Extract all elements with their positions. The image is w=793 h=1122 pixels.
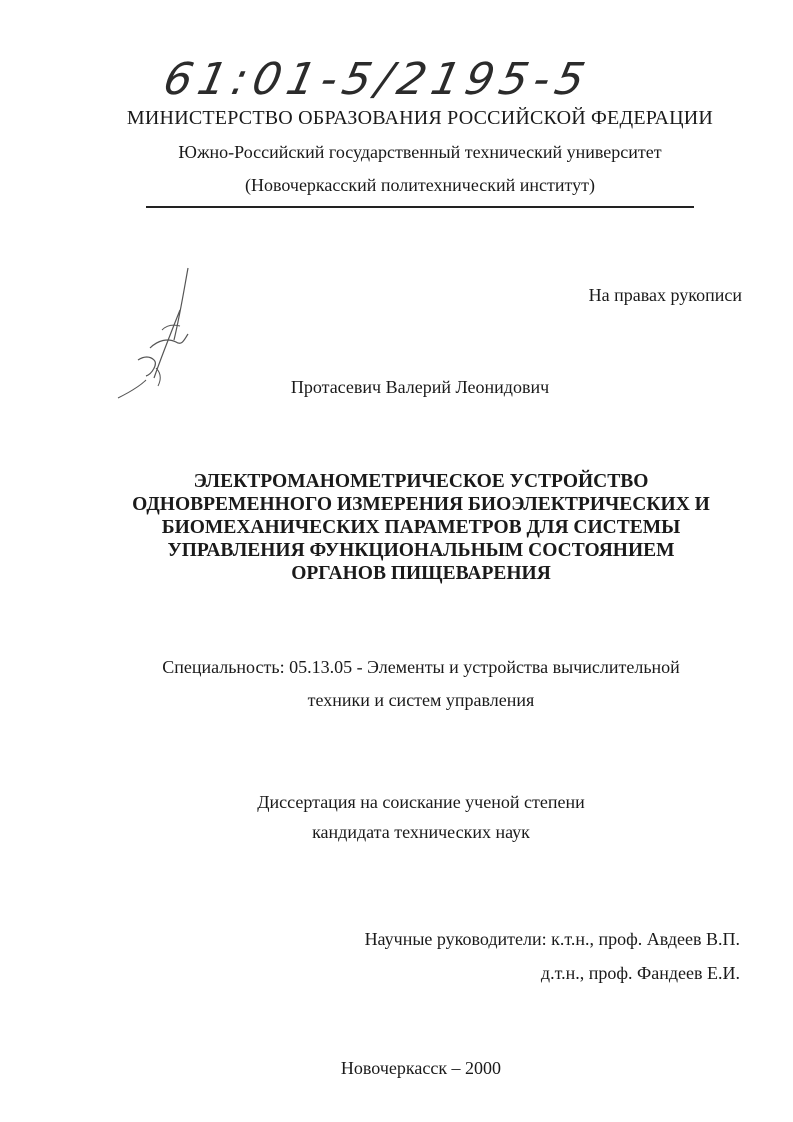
archive-number-handwriting xyxy=(150,44,610,114)
title-line: ЭЛЕКТРОМАНОМЕТРИЧЕСКОЕ УСТРОЙСТВО xyxy=(193,471,649,492)
specialty-block xyxy=(96,651,746,717)
advisors-line-2: д.т.н., проф. Фандеев Е.И. xyxy=(540,963,740,983)
title-line: ОРГАНОВ ПИЩЕВАРЕНИЯ xyxy=(291,563,551,584)
institute-name: (Новочеркасский политехнический институт) xyxy=(244,175,596,195)
specialty-line-2: техники и систем управления xyxy=(307,690,535,710)
advisors-block xyxy=(300,922,740,990)
ministry-heading: МИНИСТЕРСТВО ОБРАЗОВАНИЯ РОССИЙСКОЙ ФЕДЕРАЦИИ xyxy=(126,107,714,129)
title-line: ОДНОВРЕМЕННОГО ИЗМЕРЕНИЯ БИОЭЛЕКТРИЧЕСКИХ И xyxy=(132,494,710,515)
specialty-line-1: Специальность: 05.13.05 - Элементы и устройства вычислительной xyxy=(162,657,680,677)
header-divider xyxy=(146,206,694,208)
city-year: Новочеркасск – 2000 xyxy=(340,1058,502,1078)
archive-number-text: 61:01-5/2195-5 xyxy=(159,54,596,105)
advisors-line-1: Научные руководители: к.т.н., проф. Авдеев В.П. xyxy=(364,929,740,949)
degree-line-1: Диссертация на соискание ученой степени xyxy=(257,792,585,812)
title-line: БИОМЕХАНИЧЕСКИХ ПАРАМЕТРОВ ДЛЯ СИСТЕМЫ xyxy=(161,517,681,538)
dissertation-title xyxy=(96,470,746,585)
title-line: УПРАВЛЕНИЯ ФУНКЦИОНАЛЬНЫМ СОСТОЯНИЕМ xyxy=(167,540,675,561)
archive-number xyxy=(150,44,610,114)
university-name: Южно-Российский государственный технический университет xyxy=(178,142,662,162)
degree-line-2: кандидата технических наук xyxy=(312,822,530,842)
rights-note: На правах рукописи xyxy=(588,285,742,305)
degree-block xyxy=(96,787,746,847)
author-name: Протасевич Валерий Леонидович xyxy=(290,377,550,397)
